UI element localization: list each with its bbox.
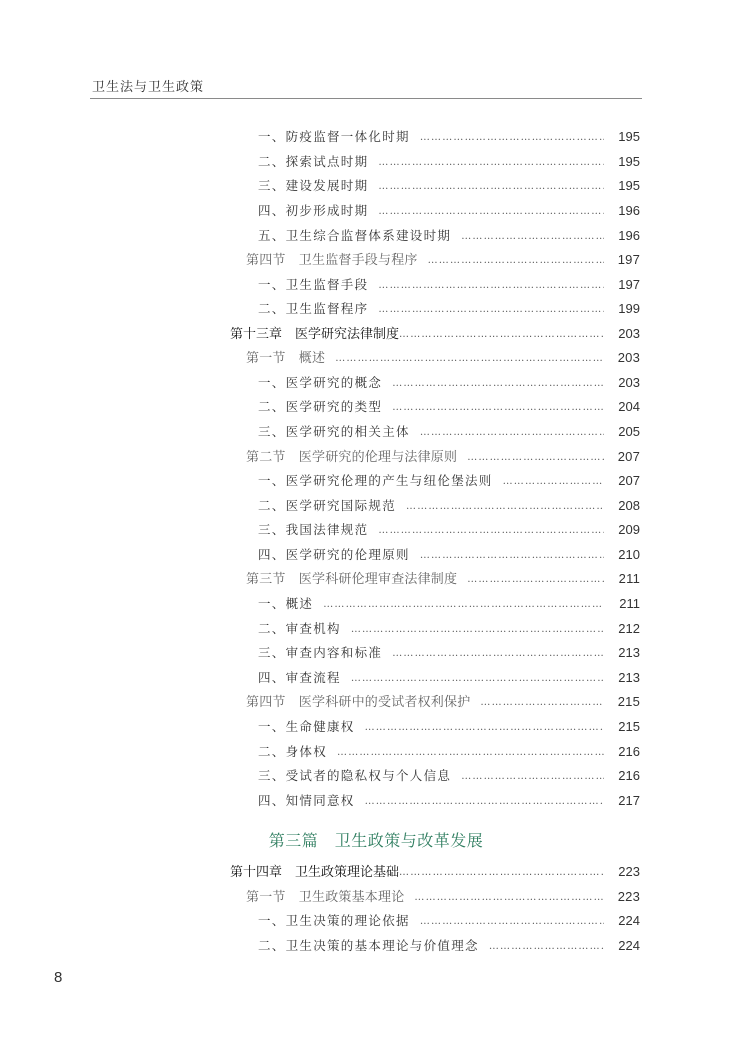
- toc-item-label: 二、卫生决策的基本理论与价值理念: [258, 938, 479, 953]
- toc-item[interactable]: [258, 494, 640, 518]
- toc-leader-dots: [351, 618, 604, 642]
- toc-section-label: 第一节 概述: [246, 351, 326, 366]
- toc-leader-dots: [399, 861, 604, 885]
- toc-leader-dots: [378, 298, 604, 322]
- toc-leader-dots: [365, 790, 604, 814]
- toc-item[interactable]: [258, 641, 640, 665]
- toc-leader-dots: [414, 886, 604, 910]
- toc-section-page: 211: [618, 571, 640, 586]
- toc-item-label: 一、医学研究伦理的产生与纽伦堡法则: [258, 473, 493, 488]
- toc-item[interactable]: [258, 909, 640, 933]
- toc-item-label: 一、生命健康权: [258, 719, 355, 734]
- toc-section-page: 207: [617, 449, 640, 464]
- toc-section[interactable]: [246, 248, 640, 272]
- toc-item-page: 210: [618, 547, 640, 562]
- toc-item[interactable]: [258, 666, 640, 690]
- toc-item[interactable]: [258, 224, 640, 248]
- toc-item-page: 209: [618, 522, 640, 537]
- toc-leader-dots: [337, 741, 604, 765]
- toc-section-label: 第四节 卫生监督手段与程序: [246, 253, 418, 268]
- toc-item-page: 196: [618, 203, 640, 218]
- toc-leader-dots: [365, 716, 604, 740]
- toc-chapter-label: 第十四章 卫生政策理论基础: [230, 865, 400, 880]
- toc-item-page: 224: [618, 913, 640, 928]
- toc-leader-dots: [399, 323, 604, 347]
- toc-item-label: 二、卫生监督程序: [258, 301, 369, 316]
- toc-item-label: 四、知情同意权: [258, 793, 355, 808]
- toc-item-page: 215: [618, 719, 640, 734]
- toc-item-page: 208: [618, 498, 640, 513]
- toc-item-label: 三、审查内容和标准: [258, 645, 383, 660]
- toc-item[interactable]: [258, 617, 640, 641]
- toc-leader-dots: [428, 249, 604, 273]
- toc-item-page: 216: [618, 744, 640, 759]
- toc-item[interactable]: [258, 789, 640, 813]
- toc-leader-dots: [467, 446, 604, 470]
- toc-item[interactable]: [258, 371, 640, 395]
- toc-section[interactable]: [246, 885, 640, 909]
- running-header-title: 卫生法与卫生政策: [92, 80, 205, 95]
- toc-item-page: 199: [618, 301, 640, 316]
- toc-item-label: 二、身体权: [258, 744, 328, 759]
- toc-item-page: 213: [618, 645, 640, 660]
- toc-section-label: 第三节 医学科研伦理审查法律制度: [246, 572, 458, 587]
- toc-item[interactable]: [258, 740, 640, 764]
- toc-leader-dots: [480, 691, 604, 715]
- toc-leader-dots: [420, 910, 604, 934]
- toc-item[interactable]: [258, 543, 640, 567]
- toc-leader-dots: [378, 519, 604, 543]
- toc-leader-dots: [503, 470, 604, 494]
- toc-item-label: 四、医学研究的伦理原则: [258, 547, 410, 562]
- toc-item-label: 二、探索试点时期: [258, 154, 369, 169]
- toc-item[interactable]: [258, 469, 640, 493]
- toc-section-page: 203: [617, 350, 640, 365]
- toc-leader-dots: [392, 642, 604, 666]
- toc-item[interactable]: [258, 592, 640, 616]
- toc-item[interactable]: [258, 273, 640, 297]
- toc-item[interactable]: [258, 764, 640, 788]
- toc-chapter[interactable]: [230, 322, 640, 346]
- toc-item[interactable]: [258, 934, 640, 958]
- toc-section-label: 第四节 医学科研中的受试者权利保护: [246, 695, 471, 710]
- toc-section[interactable]: [246, 567, 640, 591]
- toc-item-label: 四、初步形成时期: [258, 203, 369, 218]
- toc-leader-dots: [335, 347, 604, 371]
- toc-item-label: 三、建设发展时期: [258, 178, 369, 193]
- toc-leader-dots: [378, 200, 604, 224]
- toc-item-label: 二、审查机构: [258, 621, 341, 636]
- toc-section-label: 第二节 医学研究的伦理与法律原则: [246, 450, 458, 465]
- toc-item-label: 一、卫生监督手段: [258, 277, 369, 292]
- toc-leader-dots: [378, 175, 604, 199]
- toc-item-page: 204: [618, 399, 640, 414]
- toc-item[interactable]: [258, 174, 640, 198]
- toc-section-page: 215: [617, 694, 640, 709]
- toc-leader-dots: [378, 274, 604, 298]
- toc-leader-dots: [461, 765, 604, 789]
- toc-item-page: 205: [618, 424, 640, 439]
- toc-leader-dots: [489, 935, 604, 959]
- toc-item-page: 212: [618, 621, 640, 636]
- toc-section-page: 197: [617, 252, 640, 267]
- toc-item[interactable]: [258, 518, 640, 542]
- toc-item[interactable]: [258, 297, 640, 321]
- toc-leader-dots: [420, 126, 604, 150]
- toc-leader-dots: [392, 396, 604, 420]
- toc-leader-dots: [461, 225, 604, 249]
- toc-item-page: 197: [618, 277, 640, 292]
- toc-item-label: 三、我国法律规范: [258, 522, 369, 537]
- toc-item-label: 二、医学研究国际规范: [258, 498, 397, 513]
- toc-chapter[interactable]: [230, 860, 640, 884]
- toc-item-page: 195: [618, 178, 640, 193]
- toc-item-page: 203: [618, 375, 640, 390]
- toc-item-page: 207: [618, 473, 640, 488]
- toc-item[interactable]: [258, 125, 640, 149]
- toc-item-page: 213: [618, 670, 640, 685]
- toc-leader-dots: [406, 495, 604, 519]
- toc-item-page: 216: [618, 768, 640, 783]
- page-number: 8: [54, 969, 63, 986]
- part-heading[interactable]: 第三篇 卫生政策与改革发展: [268, 831, 484, 850]
- toc-item-label: 一、医学研究的概念: [258, 375, 383, 390]
- toc-item[interactable]: [258, 715, 640, 739]
- toc-item-page: 217: [618, 793, 640, 808]
- toc-item[interactable]: [258, 420, 640, 444]
- toc-item-page: 224: [618, 938, 640, 953]
- toc-chapter-label: 第十三章 医学研究法律制度: [230, 327, 400, 342]
- toc-leader-dots: [392, 372, 604, 396]
- toc-item-label: 一、卫生决策的理论依据: [258, 913, 410, 928]
- toc-item-label: 五、卫生综合监督体系建设时期: [258, 228, 452, 243]
- toc-item-page: 195: [618, 129, 640, 144]
- toc-leader-dots: [420, 421, 604, 445]
- toc-section-page: 223: [617, 889, 640, 904]
- toc-item-label: 三、受试者的隐私权与个人信息: [258, 768, 452, 783]
- toc-section[interactable]: [246, 346, 640, 370]
- toc-item-label: 四、审查流程: [258, 670, 341, 685]
- toc-item-label: 一、概述: [258, 596, 314, 611]
- toc-leader-dots: [378, 151, 604, 175]
- toc-item-label: 一、防疫监督一体化时期: [258, 129, 410, 144]
- toc-item[interactable]: [258, 395, 640, 419]
- toc-leader-dots: [323, 593, 604, 617]
- toc-item-page: 211: [619, 596, 640, 611]
- toc-section[interactable]: [246, 445, 640, 469]
- toc-chapter-page: 223: [618, 864, 640, 879]
- toc-item[interactable]: [258, 150, 640, 174]
- toc-item-page: 195: [618, 154, 640, 169]
- toc-leader-dots: [351, 667, 604, 691]
- toc-leader-dots: [420, 544, 604, 568]
- toc-item-label: 三、医学研究的相关主体: [258, 424, 410, 439]
- toc-item-label: 二、医学研究的类型: [258, 399, 383, 414]
- toc-leader-dots: [467, 568, 604, 592]
- toc-section[interactable]: [246, 690, 640, 714]
- toc-item[interactable]: [258, 199, 640, 223]
- toc-chapter-page: 203: [618, 326, 640, 341]
- toc-item-page: 196: [618, 228, 640, 243]
- toc-section-label: 第一节 卫生政策基本理论: [246, 890, 405, 905]
